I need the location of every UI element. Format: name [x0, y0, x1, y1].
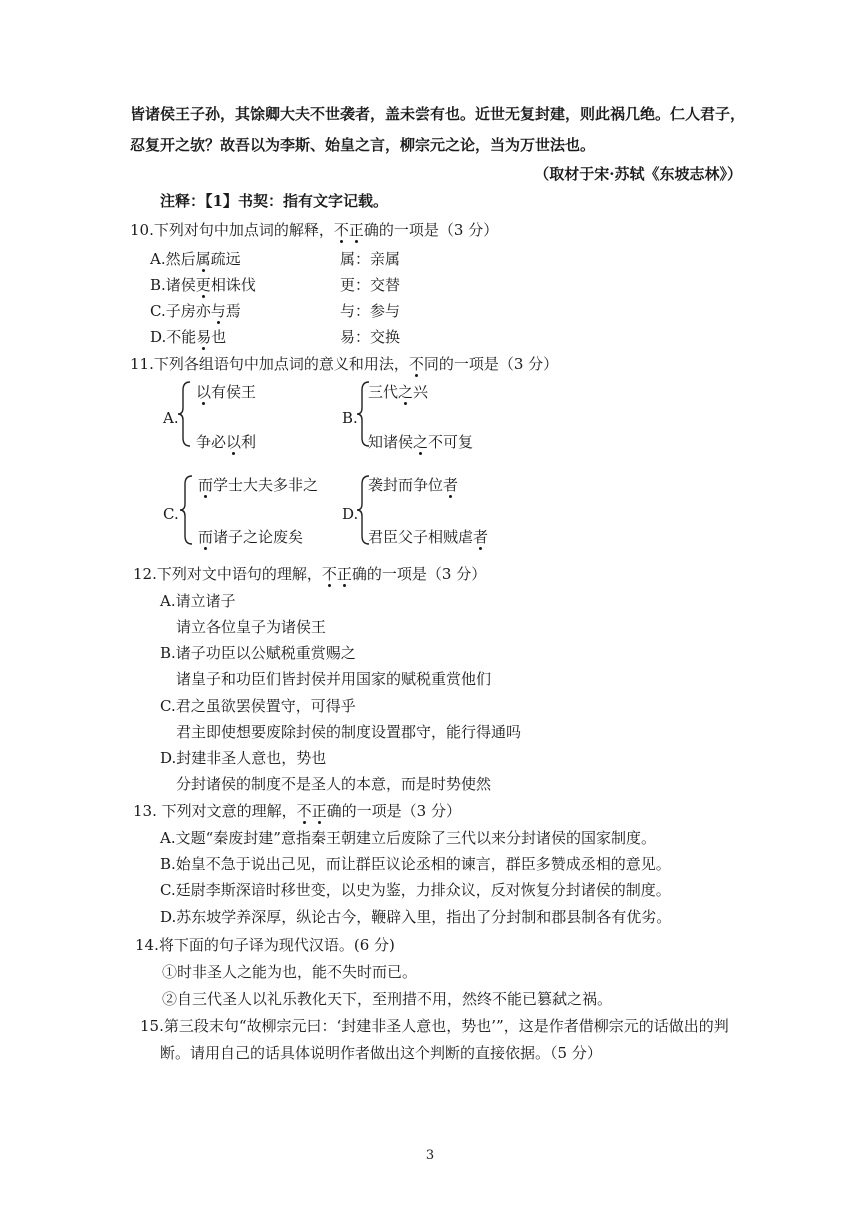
- q11-stem: [130, 353, 558, 375]
- q12-item-c: C.君之虽欲罢侯置守，可得乎: [160, 697, 356, 715]
- q11-text: 君臣父子相贼虐: [368, 528, 474, 546]
- q13-option-a: A.文题“秦废封建”意指秦王朝建立后废除了三代以来分封诸侯的国家制度。: [160, 829, 656, 847]
- q12-stem-emph: 不: [321, 565, 337, 583]
- q11-text: 袭封而争位: [368, 476, 444, 494]
- q11-stem-part: 同的一项是（3 分）: [423, 355, 559, 373]
- q11-keyword: 而: [198, 528, 214, 546]
- q12-item-d: D.封建非圣人意也，势也: [160, 749, 327, 767]
- q14-sentence-2: ②自三代圣人以礼乐教化天下，至刑措不用，然终不能已篡弑之祸。: [162, 990, 613, 1008]
- q13-stem: [133, 800, 461, 822]
- q12-stem-part: 12.下列对文中语句的理解，: [133, 565, 322, 583]
- option-text: 也: [211, 328, 227, 346]
- option-keyword: 易: [196, 328, 212, 346]
- q11-a-line-1: [196, 381, 256, 403]
- q13-option-d: D.苏东坡学养深厚，纵论古今，鞭辟入里，指出了分封制和郡县制各有优劣。: [160, 908, 672, 926]
- q11-stem-part: 11.下列各组语句中加点词的意义和用法，: [130, 355, 409, 373]
- passage-line-2: 忍复开之欤？故吾以为李斯、始皇之言，柳宗元之论，当为万世法也。: [130, 136, 596, 154]
- q14-sentence-1: ①时非圣人之能为也，能不失时而已。: [162, 963, 418, 981]
- q13-option-c: C.廷尉李斯深谙时移世变，以史为鉴，力排众议，反对恢复分封诸侯的制度。: [160, 881, 671, 899]
- passage-source: （取材于宋·苏轼《东坡志林》）: [534, 165, 742, 183]
- q10-gloss-c: 与：参与: [340, 302, 401, 320]
- q11-label-b: B.: [342, 409, 358, 427]
- q11-text: 三代: [368, 383, 399, 401]
- q10-stem-emph: 不: [333, 221, 349, 239]
- q12-meaning-c: 君主即使想要废除封侯的制度设置郡守，能行得通吗: [176, 723, 522, 741]
- q12-item-b: B.诸子功臣以公赋税重赏赐之: [160, 644, 356, 662]
- option-text: D.不能: [150, 328, 197, 346]
- brace-icon: [178, 474, 196, 546]
- q11-text: 利: [241, 433, 257, 451]
- q12-meaning-b: 诸皇子和功臣们皆封侯并用国家的赋税重赏他们: [176, 670, 492, 688]
- q10-stem-emph: 正: [348, 221, 364, 239]
- q11-d-line-1: [368, 474, 458, 496]
- q11-b-line-2: [368, 431, 473, 453]
- q10-gloss-d: 易：交换: [340, 328, 401, 346]
- q13-stem-emph: 正: [311, 802, 327, 820]
- option-keyword: 属: [195, 250, 211, 268]
- q11-stem-emph: 不: [408, 355, 424, 373]
- q11-label-c: C.: [163, 505, 179, 523]
- q12-stem-emph: 正: [336, 565, 352, 583]
- q10-stem-part: 10.下列对句中加点词的解释，: [130, 221, 334, 239]
- q11-text: 争必: [196, 433, 227, 451]
- q15-line-1: 15.第三段末句“故柳宗元曰：‘封建非圣人意也，势也’”，这是作者借柳宗元的话做出的判: [140, 1017, 729, 1035]
- q11-keyword: 之: [398, 383, 414, 401]
- q10-stem: [130, 219, 498, 241]
- q15-line-2: 断。请用自己的话具体说明作者做出这个判断的直接依据。（5 分）: [160, 1044, 602, 1062]
- q11-c-line-1: [198, 474, 318, 496]
- annotation-note: 注释：【1】书契：指有文字记载。: [160, 192, 388, 210]
- option-keyword: 更: [195, 276, 211, 294]
- q11-b-line-1: [368, 381, 428, 403]
- q10-stem-part: 确的一项是（3 分）: [363, 221, 499, 239]
- q11-keyword: 以: [226, 433, 242, 451]
- passage-line-1: 皆诸侯王子孙，其馀卿大夫不世袭者，盖未尝有也。近世无复封建，则此祸几绝。仁人君子，: [130, 105, 746, 123]
- q10-option-a: [150, 248, 241, 270]
- q11-d-line-2: [368, 526, 488, 548]
- q10-option-b: [150, 274, 256, 296]
- q10-gloss-b: 更：交替: [340, 276, 401, 294]
- q11-text: 学士大夫多非之: [213, 476, 319, 494]
- brace-icon: [176, 380, 194, 448]
- q13-option-b: B.始皇不急于说出己见，而让群臣议论丞相的谏言，群臣多赞成丞相的意见。: [160, 855, 671, 873]
- option-keyword: 与: [210, 302, 226, 320]
- option-text: 疏远: [210, 250, 241, 268]
- q11-text: 知诸侯: [368, 433, 414, 451]
- q12-meaning-d: 分封诸侯的制度不是圣人的本意，而是时势使然: [176, 775, 492, 793]
- q11-text: 不可复: [428, 433, 474, 451]
- option-text: B.诸侯: [150, 276, 196, 294]
- q11-keyword: 之: [413, 433, 429, 451]
- q11-label-a: A.: [163, 409, 179, 427]
- q11-text: 诸子之论废矣: [213, 528, 304, 546]
- q12-meaning-a: 请立各位皇子为诸侯王: [176, 618, 327, 636]
- option-text: 相诛伐: [210, 276, 256, 294]
- q10-option-d: [150, 326, 226, 348]
- option-text: A.然后: [150, 250, 196, 268]
- q14-stem: 14.将下面的句子译为现代汉语。(6 分): [135, 936, 395, 954]
- option-text: 焉: [225, 302, 241, 320]
- q12-item-a: A.请立诸子: [160, 592, 236, 610]
- q12-stem-part: 确的一项是（3 分）: [351, 565, 487, 583]
- q12-stem: [133, 563, 486, 585]
- q13-stem-emph: 不: [296, 802, 312, 820]
- option-text: C.子房亦: [150, 302, 211, 320]
- q11-a-line-2: [196, 431, 256, 453]
- q11-text: 兴: [413, 383, 429, 401]
- q11-keyword: 而: [198, 476, 214, 494]
- q10-option-c: [150, 300, 241, 322]
- q11-c-line-2: [198, 526, 303, 548]
- q13-stem-part: 确的一项是（3 分）: [326, 802, 461, 820]
- q11-label-d: D.: [342, 505, 359, 523]
- page-number: 3: [425, 1148, 435, 1163]
- q11-text: 有侯王: [211, 383, 257, 401]
- q11-keyword: 以: [196, 383, 212, 401]
- q10-gloss-a: 属：亲属: [340, 250, 401, 268]
- q11-keyword: 者: [473, 528, 489, 546]
- q13-stem-part: 13. 下列对文意的理解，: [133, 802, 297, 820]
- q11-keyword: 者: [443, 476, 459, 494]
